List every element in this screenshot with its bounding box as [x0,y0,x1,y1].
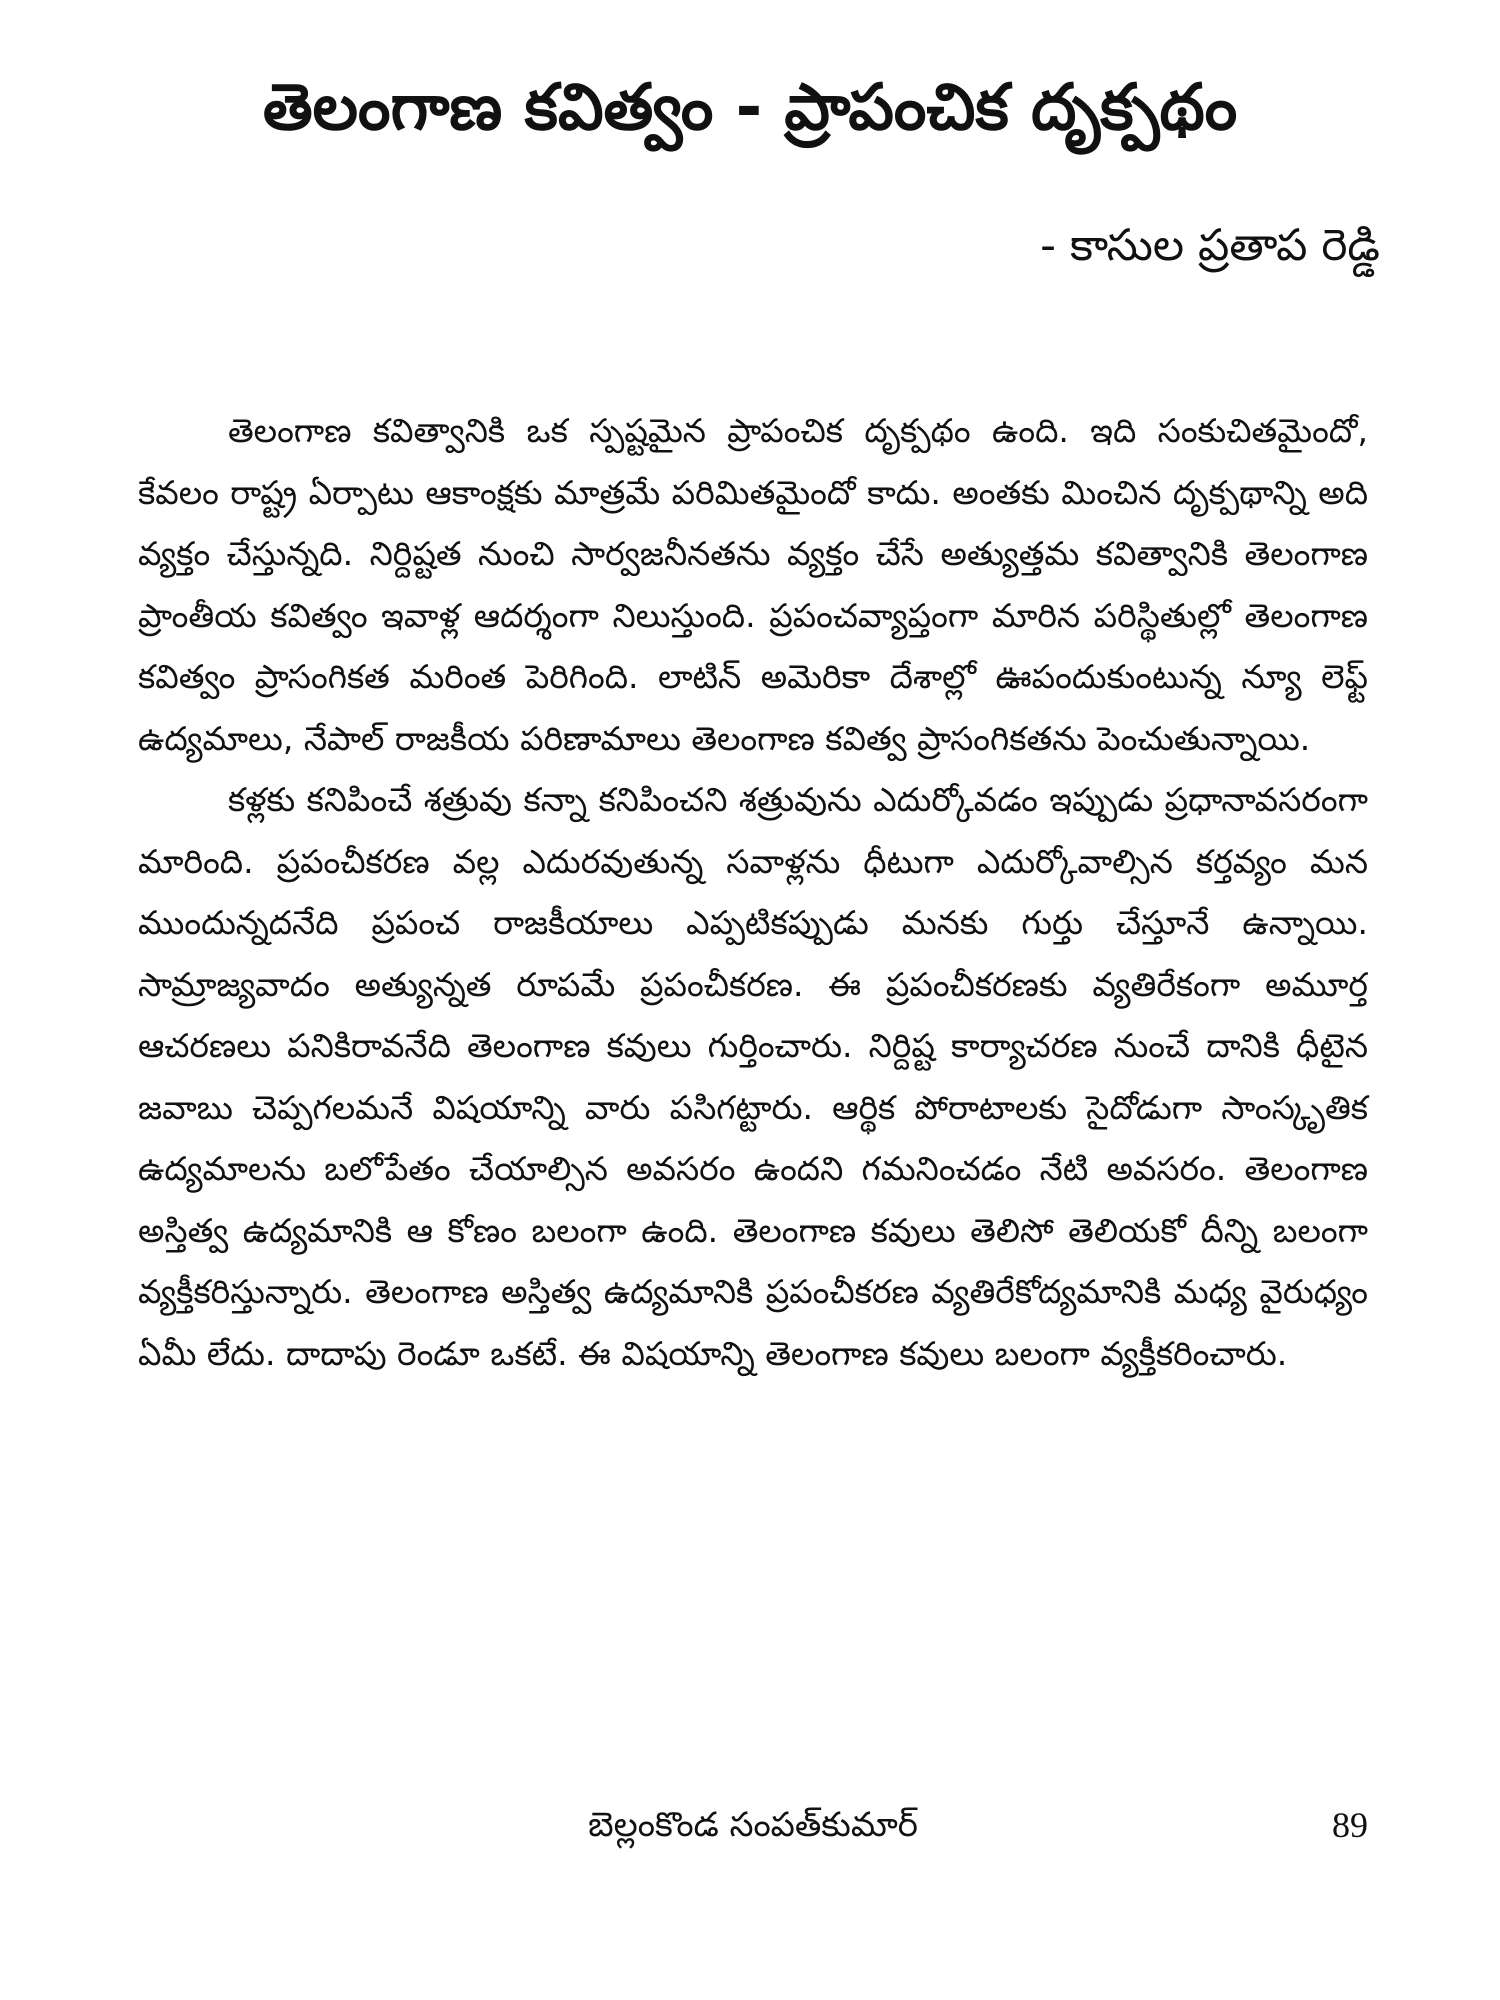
book-author: బెల్లంకొండ సంపత్‌కుమార్ [588,1805,918,1845]
essay-title: తెలంగాణ కవిత్వం - ప్రాపంచిక దృక్పథం [262,71,1238,145]
page-number: 89 [1332,1805,1368,1845]
paragraph: తెలంగాణ కవిత్వానికి ఒక స్పష్టమైన ప్రాపంచిక దృక్పథం ఉంది. ఇది సంకుచితమైందో, కేవలం రాష్ట్ర ఏర్పాటు ఆకాంక్షకు మాత్రమే పరిమితమైందో కాదు. అంతకు మించిన దృక్పథాన్ని అది వ్యక్తం చేస్తున్నది. నిర్దిష్టత నుంచి సార్వజనీనతను వ్యక్తం చేసే అత్యుత్తమ కవిత్వానికి తెలంగాణ ప్రాంతీయ కవిత్వం ఇవాళ్ల ఆదర్శంగా నిలుస్తుంది. ప్రపంచవ్యాప్తంగా మారిన పరిస్థితుల్లో తెలంగాణ కవిత్వం ప్రాసంగికత మరింత పెరిగింది. లాటిన్ అమెరికా దేశాల్లో ఊపందుకుంటున్న న్యూ లెఫ్ట్ ఉద్యమాలు, నేపాల్ రాజకీయ పరిణామాలు తెలంగాణ కవిత్వ ప్రాసంగికతను పెంచుతున్నాయి. [138,411,1368,758]
paragraph: కళ్లకు కనిపించే శత్రువు కన్నా కనిపించని శత్రువును ఎదుర్కోవడం ఇప్పుడు ప్రధానావసరంగా మారింది. ప్రపంచీకరణ వల్ల ఎదురవుతున్న సవాళ్లను ధీటుగా ఎదుర్కోవాల్సిన కర్తవ్యం మన ముందున్నదనేది ప్రపంచ రాజకీయాలు ఎప్పటికప్పుడు మనకు గుర్తు చేస్తూనే ఉన్నాయి. సామ్రాజ్యవాదం అత్యున్నత రూపమే ప్రపంచీకరణ. ఈ ప్రపంచీకరణకు వ్యతిరేకంగా అమూర్త ఆచరణలు పనికిరావనేది తెలంగాణ కవులు గుర్తించారు. నిర్దిష్ట కార్యాచరణ నుంచే దానికి ధీటైన జవాబు చెప్పగలమనే విషయాన్ని వారు పసిగట్టారు. ఆర్థిక పోరాటాలకు సైదోడుగా సాంస్కృతిక ఉద్యమాలను బలోపేతం చేయాల్సిన అవసరం ఉందని గమనించడం నేటి అవసరం. తెలంగాణ అస్తిత్వ ఉద్యమానికి ఆ కోణం బలంగా ఉంది. తెలంగాణ కవులు తెలిసో తెలియకో దీన్ని బలంగా వ్యక్తీకరిస్తున్నారు. తెలంగాణ అస్తిత్వ ఉద్యమానికి ప్రపంచీకరణ వ్యతిరేకోద్యమానికి మధ్య వైరుధ్యం ఏమీ లేదు. దాదాపు రెండూ ఒకటే. ఈ విషయాన్ని తెలంగాణ కవులు బలంగా వ్యక్తీకరించారు. [138,780,1368,1373]
page-footer [138,1800,1368,1860]
essay-author: - కాసుల ప్రతాప రెడ్డి [1040,220,1380,271]
essay-body [138,400,1368,1384]
